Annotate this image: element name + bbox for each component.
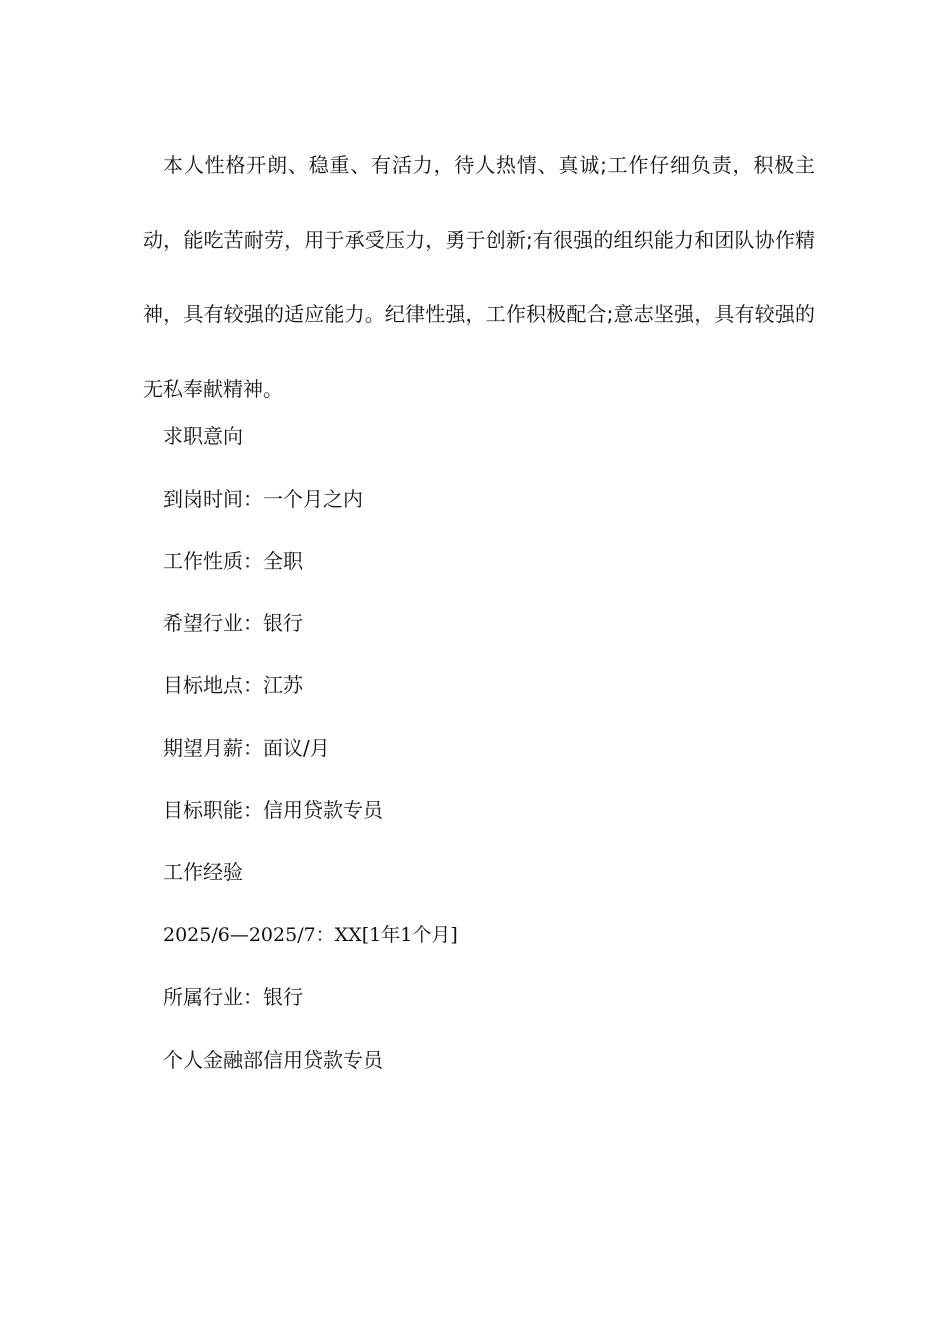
- expected-salary: 期望月薪：面议/月: [163, 736, 330, 760]
- arrival-time: 到岗时间：一个月之内: [163, 487, 363, 511]
- self-evaluation-paragraph: 本人性格开朗、稳重、有活力，待人热情、真诚;工作仔细负责，积极主动，能吃苦耐劳，用于承受压力，勇于创新;有很强的组织能力和团队协作精神，具有较强的适应能力。纪律性强，工作积极配合;意志坚强，具有较强的无私奉献精神。: [143, 153, 815, 401]
- job-type: 工作性质：全职: [163, 549, 303, 573]
- target-location: 目标地点：江苏: [163, 673, 303, 697]
- work-period: 2025/6—2025/7：XX[1年1个月]: [163, 924, 458, 946]
- desired-industry: 希望行业：银行: [163, 611, 303, 635]
- work-position: 个人金融部信用贷款专员: [163, 1048, 383, 1072]
- job-intention-heading: 求职意向: [163, 424, 243, 448]
- target-function: 目标职能：信用贷款专员: [163, 798, 383, 822]
- work-industry: 所属行业：银行: [163, 985, 303, 1009]
- work-experience-heading: 工作经验: [163, 860, 243, 884]
